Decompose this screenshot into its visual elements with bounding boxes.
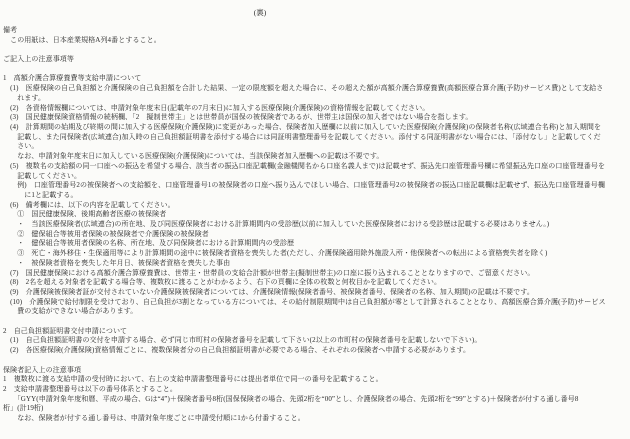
doc-line-blank [3,45,627,55]
doc-line: (4) 計算期間の始期及び終期の間に加入する医療保険(介護保険)に変更があった場合、保険者加入歴欄に以前に加入していた医療保険(介護保険)の保険者名称(広域連合名称)と加入期間を [3,123,602,131]
doc-line: なお、申請対象年度末日に加入している医療保険(介護保険)については、当該保険者加入歴欄への記載は不要です。 [3,152,384,161]
doc-line: 2 支給申請書整理番号は以下の番号体系とすること。 [3,384,177,393]
doc-line-section1-heading: 1 高額介護合算療養費等支給申請について [3,74,142,83]
doc-line: なお、保険者が付する通し番号は、申請対象年度ごとに申請受付順に1から付番すること。 [3,414,305,423]
doc-line: (2) 各医療保険(介護保険)資格情報ごとに、複数保険者分の自己負担額証明書が必要である場合、それぞれの保険者へ申請する必要があります。 [3,346,471,355]
doc-line: (2) 各資格情報欄については、申請対象年度末日(記載年の7月末日)に加入する医療保険(介護保険)の資格情報を記載してください。 [3,103,430,112]
doc-line-blank [3,317,627,327]
doc-line-section2-heading: 2 自己負担額証明書交付申請について [3,326,128,335]
doc-line: 記載し、また同保険者(広域連合)加入時の自己負担額証明書を添付する場合には同証明書整理番号を記載してください。添付する同証明書がない場合には、「添付なし」と記載してくだ [3,132,601,141]
doc-line-blank [3,356,627,366]
doc-line: (1) 自己負担額証明書の交付を申請する場合、必ず同じ市町村の保険者番号を記載して下さい(2以上の市町村の保険者番号を記載しないで下さい)。 [3,336,482,345]
doc-line: 桁」(計19桁) [3,404,44,413]
doc-line: ・ 被保険者資格を喪失した年月日、被保険者資格を喪失した事由 [3,258,231,267]
doc-line: (7) 国民健康保険における高額介護合算療養費は、世帯主・世帯員の支給合計額が世帯主(擬制世帯主)の口座に振り込まれることとなりますので、ご留意ください。 [3,268,535,277]
doc-line: (5) 複数名の支給額の同一口座への振込を希望する場合、該当者の振込口座記載欄(金融機関名から口座名義人まで)は記載せず、振込先口座管理番号欄に希望振込先口座の口座管理番号を [3,161,606,170]
doc-line: れます。 [3,93,46,102]
doc-line: (3) 国民健康保険資格情報の続柄欄、「2 擬制世帯主」とは世帯員が国保の被保険者であるが、世帯主は国保の加入者ではない場合を指します。 [3,113,473,122]
doc-line: に1と記載する。 [3,190,78,199]
doc-line: ② 健保組合等被用者保険の被保険者で介護保険の被保険者 [3,229,209,238]
doc-line: 「GYY(申請対象年度和暦、平成の場合、Gは“4”)＋保険者番号8桁(国保保険者の場合、先頭2桁を“00”とし、介護保険者の場合、先頭2桁を“99”とする)＋保険者が付する通し番号8 [3,394,579,403]
doc-line: さい。 [3,142,39,151]
doc-line: ・ 当該医療保険者(広域連合)の所在地、及び同医療保険者における計算期間内の受診歴(以前に加入していた医療保険者における受診歴は記載する必要はありません。) [3,220,550,229]
doc-line: ③ 死亡・海外移住・生保適用等により計算期間の途中に被保険者資格を喪失した者(ただし、介護保険適用除外施設入所・他保険者への転出による資格喪失者を除く) [3,249,548,258]
doc-line-notes-heading: ご記入上の注意事項等 [3,55,74,64]
doc-line-remarks-heading: 備考 [3,26,18,34]
doc-line: 費の支給ができない場合があります。 [3,307,138,316]
doc-line: 1 複数枚に渡る支給申請の受付時において、右上の支給申請書整理番号には提出者単位で同一の番号を記載すること。 [3,375,383,384]
doc-line: (6) 備考欄には、以下の内容を記載してください。 [3,200,175,209]
doc-line: (8) 2名を超える対象者を記載する場合等、複数枚に渡ることがわかるよう、右下の頁欄に全体の枚数と何枚目かを記載してください。 [3,278,442,287]
doc-line: 例) 口座管理番号2の被保険者への支給額を、口座管理番号1の被保険者の口座へ振り込んでほしい場合、口座管理番号2の被保険者の振込口座記載欄は記載せず、振込先口座管理番号欄 [3,181,605,190]
doc-line: (10) 介護保険で給付制限を受けており、自己負担が3割となっている方については、その給付制限期間中は自己負担額が零として計算されることとなり、高額医療合算介護(予防)サービス [3,297,606,306]
doc-line: 記載してください。 [3,171,82,180]
doc-line: ① 国民健康保険、後期高齢者医療の被保険者 [3,210,167,219]
doc-line: (1) 医療保険の自己負担額と介護保険の自己負担額を合計した結果、一定の限度額を超えた場合に、その超えた額が高額介護合算療養費(高額医療合算介護(予防)サービス費)として支給さ [3,84,604,93]
doc-line-insurer-notes-heading: 保険者記入上の注意事項 [3,365,82,374]
page-side-label: (裏) [253,8,267,17]
instructions-text [3,26,627,424]
doc-line-paper-size: この用紙は、日本産業規格A列4番とすること。 [3,35,161,44]
doc-line: ・ 健保組合等被用者保険の名称、所在地、及び同保険者における計算期間内の受診歴 [3,239,295,248]
doc-line: (9) 介護保険被保険者証が交付されていない介護保険被保険者については、介護保険情報(保険者番号、被保険者番号、保険者の名称、加入期間)の記載は不要です。 [3,287,534,296]
